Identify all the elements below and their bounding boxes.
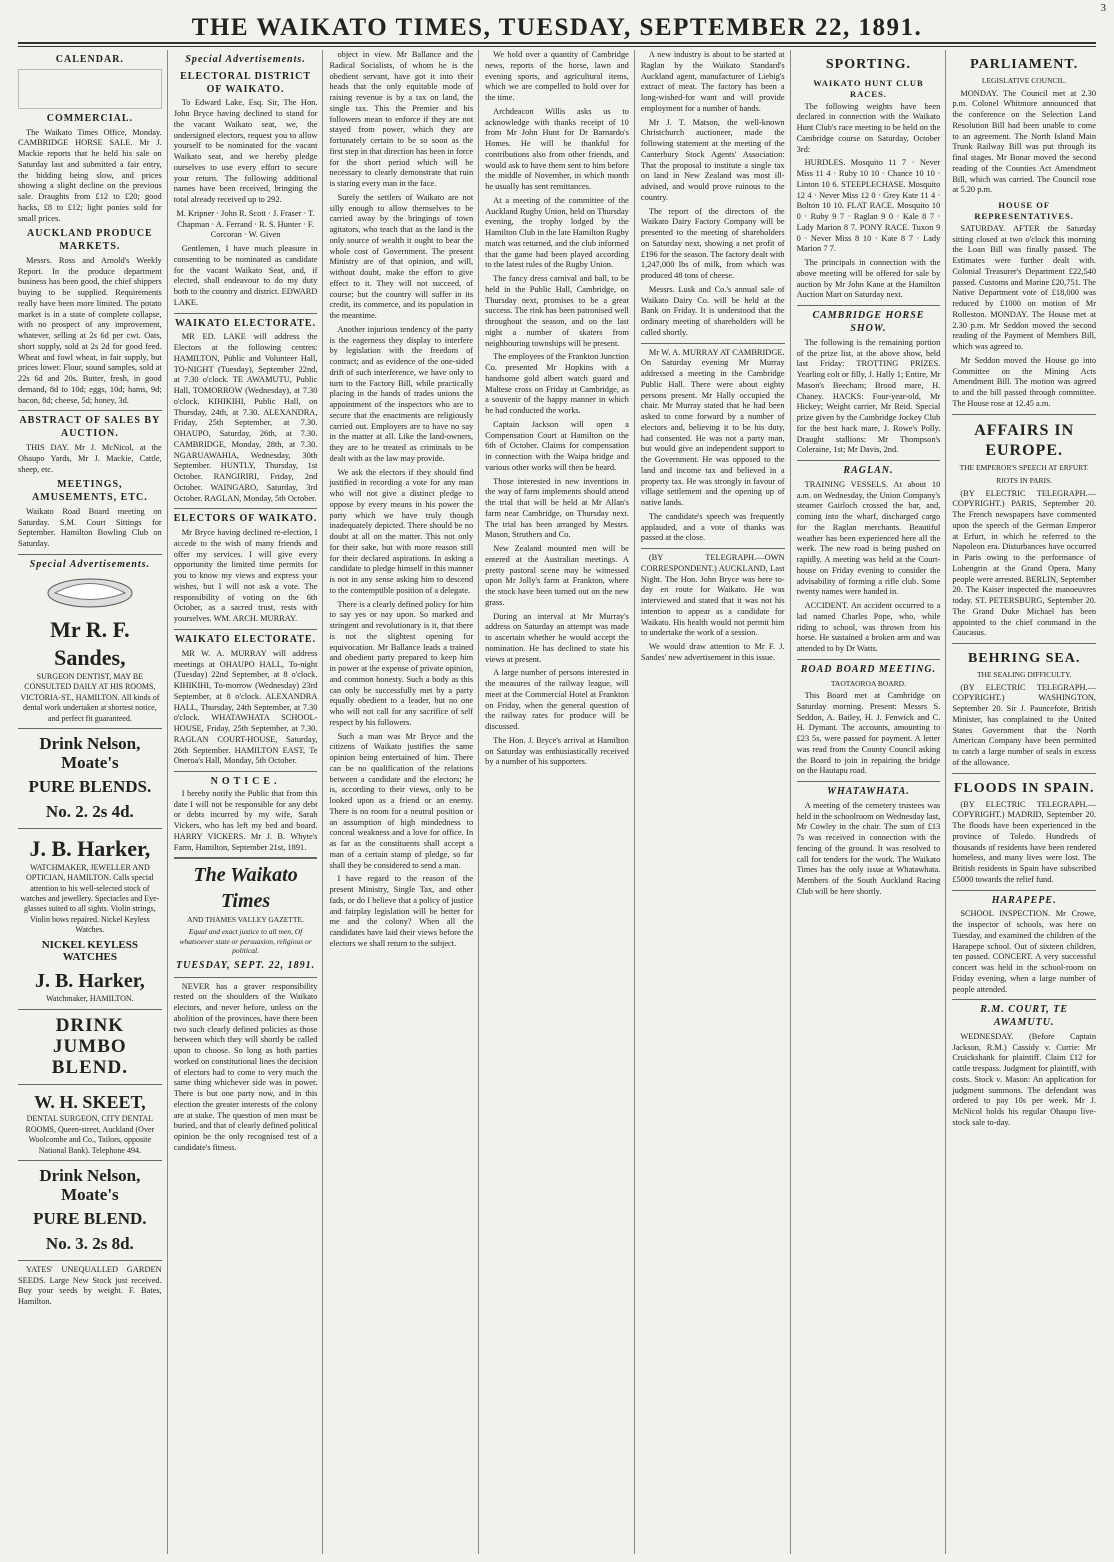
horse-show-text: The following is the remaining portion of the prize list, at the above show, held last Friday: TROTTING PRIZES. Yearling colt or filly, J. Hally 1; Entire, Mr Mason's Beecham; Brood mare, H. Chaney. HACKS: Four-year-old, Mr Hickey; Weight carrier, Mr Reid. Special prize given by the Cambridge Jockey Club for the best hack mare, J. Rowe's Polly. Draught stallions: Mr Thompson's Coleraine, 1st; Mr Davis, 2nd. bbox=[796, 337, 941, 455]
house-text-2: Mr Seddon moved the House go into Committee on the Mining Acts Amendment Bill. The motion was agreed to and the bill passed through committee. The House rose at 12.45 a.m. bbox=[952, 355, 1097, 408]
whatawhata-heading: WHATAWHATA. bbox=[827, 786, 910, 798]
harker-ad-sub-2: Watchmaker, HAMILTON. bbox=[46, 994, 134, 1004]
col5-para-h: We would draw attention to Mr F. J. Sandes' new advertisement in this issue. bbox=[640, 642, 785, 662]
col4-para-d: The fancy dress carnival and ball, to be held in the Public Hall, Cambridge, on Thursday next, promises to be a great success. The rink has been patronised well throughout the season, and on the last night a number of skaters from neighbouring townships will be present. bbox=[485, 274, 629, 348]
harker-ad-name-2: J. B. Harker, bbox=[34, 969, 145, 992]
elect2-text: MR ED. LAKE will address the Electors at the following centres: HAMILTON, Public and Volunteer Hall, TO-NIGHT (Tuesday), September 22nd, at 7.30 o'clock. TE AWAMUTU, Public Hall, TOMORROW (Wednesday), at 7.30 o'clock. KIHIKIHI, Public Hall, on Thursday, 24th, at 7.30. ALEXANDRA, Friday, 25th September, at 7.30. OHAUPO, Saturday, 26th, at 7.30. CAMBRIDGE, Monday, 28th, at 7.30. NGARUAWAHIA, Wednesday, 30th September. HUNTLY, Thursday, 1st October. RANGIRIRI, Friday, 2nd October. WAINGARO, Saturday, 3rd October. RAGLAN, Monday, 5th October. bbox=[173, 332, 318, 503]
house-text: SATURDAY. AFTER the Saturday sitting closed at two o'clock this morning the Loan Bill was finally passed. The Estimates were further dealt with. Colonial Treasurer's Department £22,540 passed. Customs and Marine £20,751. The Native Department vote of £18,000 was reduced by £1000 on motion of Mr Rolleston. MONDAY. The House met at 2.30 p.m. Mr Seddon moved the second reading of the Payment of Members Bill, which was agreed to. bbox=[952, 223, 1097, 351]
road-board-text: This Board met at Cambridge on Saturday morning. Present: Messrs S. Seddon, A. Bailey, H. J. Fenwick and C. H. Dymant. The accounts, amounting to £23 5s, were passed for payment. A letter was read from the County Council asking the Board to join in repairing the bridge on the Hautapu road. bbox=[796, 691, 941, 776]
raglan-text-2: ACCIDENT. An accident occurred to a lad named Charles Pope, who, while riding to school, was thrown from his horse. He sustained a broken arm and was attended to by Dr Watts. bbox=[796, 601, 941, 654]
sandes-ad-text: SURGEON DENTIST, MAY BE CONSULTED DAILY AT HIS ROOMS, VICTORIA-ST., HAMILTON. All kinds of dental work undertaken at shortest notice, and perfect fit guaranteed. bbox=[20, 671, 160, 723]
produce-text: Messrs. Ross and Arnold's Weekly Report. In the produce department business has been good, the chief shippers buying to be supplied. Requirements really have been more limited. The potato market is in a state of complete collapse, with no prospect of any improvement, whatever, selling at 2s 6d per cwt. Oats, short supply, sold at 2s 2d for good feed. Wheat and fowl wheat, in fair supply, but prices lower. Flour, sound samples, sold at 22s 6d and 20s. Butter, fresh, in good demand, 8d to 10d; eggs, 10d; hams, 9d; bacon, 8d; cheese, 5d; honey, 3d. bbox=[18, 255, 162, 405]
nelson-moate-ad-line2: PURE BLENDS. bbox=[28, 777, 152, 797]
column-5 bbox=[641, 50, 791, 1554]
col5-para-b: Mr J. T. Matson, the well-known Christchurch auctioneer, made the following statement at the meeting of the Canterbury Stock Agents' Association: That the proposal to institute a single tax on land in New Zealand was most ill-advised, and would prove ruinous to the country. bbox=[640, 117, 785, 202]
europe-subheading: THE EMPEROR'S SPEECH AT ERFURT. bbox=[959, 463, 1089, 473]
column-6 bbox=[797, 50, 947, 1554]
paper-motto: Equal and exact justice to all men, Of whatsoever state or persuasion, religious or political. bbox=[179, 927, 312, 956]
col5-para-a: A new industry is about to be started at Raglan by the Waikato Standard's Auckland agent, manufacturer of Liebig's extract of meat. The factory has been a long-wished-for want and will provide employment for a number of hands. bbox=[640, 50, 785, 113]
col4-para-i: During an interval at Mr Murray's address on Saturday an attempt was made to ascertain whether he would accept the nomination. He has declined to state his views at present. bbox=[485, 611, 629, 664]
ads-title: Special Advertisements. bbox=[29, 558, 151, 570]
elect1-title: ELECTORAL DISTRICT OF WAIKATO. bbox=[180, 70, 312, 95]
col4-para-h: New Zealand mounted men will be entered at the Australian meetings. A pretty pastoral scene may be witnessed upon Mr Jolly's farm at Frankton, where the stock have been turned out on the new grass. bbox=[485, 544, 629, 607]
meetings-title: MEETINGS, AMUSEMENTS, ETC. bbox=[31, 479, 148, 504]
leader-text: NEVER has a graver responsibility rested on the shoulders of the Waikato electors, and never before, unless on the abolition of the provinces, have there been two such clearly defined policies as those between which they will shortly be called upon to choose. So long as both parties worked on constitutional lines the decision of electors had to come to very much the same thing whichever side was in power. There is but one party now, and in this election the greater interests of the colony are at stake. The question of men must be buried, and that of clearly defined political opinion be the only recognised test of a candidate's fitness. bbox=[173, 981, 318, 1152]
nelson-moate-ad-line1: Drink Nelson, Moate's bbox=[39, 733, 141, 772]
bering-subheading: THE SEALING DIFFICULTY. bbox=[976, 670, 1072, 680]
nelson-moate-ad2-line1: Drink Nelson, Moate's bbox=[39, 1166, 141, 1204]
notice-text: I hereby notify the Public that from this date I will not be responsible for any debt or debts incurred by my wife, Sarah Vickers, who has left my bed and board. HARRY VICKERS. Mr J. B. Whyte's Farm, Hamilton, September 21st, 1891. bbox=[173, 788, 318, 852]
tooth-illustration-icon bbox=[45, 576, 135, 610]
harker-watches: NICKEL KEYLESS WATCHES bbox=[41, 938, 138, 963]
col3-para-g: I have regard to the reason of the present Ministry, Single Tax, and other fads, or do I believe that a policy of justice and fairplay legislation will be better for me and the colony? When all the candidates have laid their views before the electors we shall return to the subject. bbox=[329, 874, 474, 948]
hunt-club-heading: WAIKATO HUNT CLUB RACES. bbox=[813, 77, 924, 99]
col5-para-f: The candidate's speech was frequently applauded, and a vote of thanks was passed at the close. bbox=[640, 511, 785, 543]
hunt-club-weights: HURDLES. Mosquito 11 7 · Never Miss 11 4 · Ruby 10 10 · Chance 10 10 · Linton 10 6. STEEPLECHASE. Mosquito 12 4 · Never Miss 12 0 · Grey Kate 11 4 · Bolton 10 10. FLAT RACE. Mosquito 10 0 · Ruby 9 7 · Raglan 9 0 · Kale 8 7 · Lady Marion 8 7. PONY RACE. Tuxon 9 0 · Never Miss 8 10 · Kate 8 7 · Lady Marion 7 7. bbox=[796, 158, 941, 254]
col5-para-e: Mr W. A. MURRAY AT CAMBRIDGE. On Saturday evening Mr Murray addressed a meeting in the Cambridge Public Hall. There were about eighty persons present. Mr Hally occupied the chair. Mr Murray stated that he had been asked to come forward by a number of electors and, believing it to be his duty, had consented. He was not a party man, but would give an independent support to the Government. He was opposed to the land and income tax and believed in a property tax. He was strongly in favour of village settlement and the opening up of native lands. bbox=[640, 347, 785, 507]
col4-para-j: A large number of persons interested in the measures of the railway league, will meet at the Commercial Hotel at Frankton on Friday, when the general question of the railway rates for produce will be discussed. bbox=[485, 668, 629, 731]
bering-text: (BY ELECTRIC TELEGRAPH.—COPYRIGHT.) WASHINGTON, September 20. Sir J. Pauncefote, British Minister, has complained to the United States Government that the North American Company have been permitted to catch a large number of seals in excess of the allowance. bbox=[952, 682, 1097, 767]
col3-para-b: Surely the settlers of Waikato are not silly enough to allow themselves to be carried away by the bringings of town agitators, who teach that as the land is the only source of wealth it ought to bear the whole cost of Government. The present Ministry are of that opinion, and will, without doubt, make the effort to give effect to it. They will not succeed, of course; but the country will suffer in its credit, its commerce, and its population in the meantime. bbox=[329, 192, 474, 320]
column-2 bbox=[174, 50, 324, 1554]
col4-para-e: The employees of the Frankton Junction Co. presented Mr Hopkins with a handsome gold albert watch guard and Maltese cross on Friday at Cambridge, as a souvenir of the happy manner in which he had conducted the works. bbox=[485, 352, 629, 415]
harker-ad-name: J. B. Harker, bbox=[29, 835, 151, 861]
masthead-rule bbox=[18, 42, 1096, 44]
elect1-text: To Edward Lake, Esq. Sir, The Hon. John Bryce having declined to stand for the vacant Waikato seat, we, the undersigned electors, request you to allow yourself to be nominated for the vacant Waikato seat, and we hereby pledge ourselves to use every effort to secure your return. The following additional names have been received, bringing the total already received up to 292. bbox=[173, 98, 318, 205]
harapepe-heading: HARAPEPE. bbox=[991, 894, 1057, 906]
legislative-council-heading: LEGISLATIVE COUNCIL. bbox=[981, 75, 1067, 85]
raglan-text: TRAINING VESSELS. At about 10 a.m. on Wednesday, the Union Company's steamer Gairloch crossed the bar, and, coming into the wharf, discharged cargo for the Raglan merchants. Beautiful weather has been experienced here all the week. The new road is being pushed on rapidly. A meeting was held at the Court-house on Friday evening to consider the advisability of forming a rifle club. Some twenty names were handed in. bbox=[796, 479, 941, 597]
court-heading: R.M. COURT, TE AWAMUTU. bbox=[980, 1004, 1069, 1029]
hunt-club-note: The principals in connection with the above meeting will be offered for sale by auction by Mr John Kane at the Hamilton Auction Mart on Saturday next. bbox=[796, 258, 941, 300]
floods-text: (BY ELECTRIC TELEGRAPH.—COPYRIGHT.) MADRID, September 20. The floods have been experienced in the province of Toledo. Hundreds of thousands of residents have been rendered homeless, and many lives were lost. The British residents in Spain have subscribed £5000 towards the relief fund. bbox=[952, 799, 1097, 884]
europe-heading: AFFAIRS IN EUROPE. bbox=[974, 421, 1075, 459]
abstract-text: THIS DAY. Mr J. McNicol, at the Ohaupo Yards, Mr J. Mackie, Cattle, sheep, etc. bbox=[18, 443, 162, 474]
col5-para-d: Messrs. Lusk and Co.'s annual sale of Waikato Dairy Co. will be held at the Bank on Friday. It is understood that the ordinary meeting of shareholders will be called shortly. bbox=[640, 284, 785, 337]
col3-para-e: There is a clearly defined policy for him to say yes or nay upon. So marked and stringent and revolutionary is it, that there is not the slightest opening for equivocation. Mr Ballance leads a trained and obedient party prepared to keep him in power at the expense of private opinion, and common honesty. Such a body as this can only be successfully met by a party equally obedient to a leader, but no one who will not call for any sacrifice of self respect by his followers. bbox=[329, 599, 474, 727]
paper-title: The Waikato Times bbox=[193, 864, 298, 912]
col3-para-f: Such a man was Mr Bryce and the citizens of Waikato justifies the same opinion being entertained of him. There can be no qualification of the relations between a candidate and the electors; he is, according to their views, only to be looked upon as a friend or an enemy. There is no room for a neutral position or an assumption of high mindedness to conceal weakness and a love for office. In as far as the constituents shall accept a man of a certain stamp of pledge, so far shall they be considered to send a man. bbox=[329, 731, 474, 870]
court-text: WEDNESDAY. (Before Captain Jackson, R.M.) Cassidy v. Currie: Mr Cruickshank for plaintiff. Claim £12 for cattle trespass. Judgment for plaintiff, with costs. Stock v. Mason: An application for judgment summons. The defendant was ordered to pay 10s per week. Mr J. McNicol holds his regular Ohaupo live-stock sale to-day. bbox=[952, 1031, 1097, 1127]
col4-para-b: Archdeacon Willis asks us to acknowledge with thanks receipt of 10 from Mr John Hunt for Dr Barnardo's Homes. He will be thankful for contributions also from other friends, and would ask to have them sent to him before the middle of November, in which month he usually has sent remittances. bbox=[485, 106, 629, 191]
bering-heading: BEHRING SEA. bbox=[967, 651, 1081, 667]
floods-heading: FLOODS IN SPAIN. bbox=[953, 780, 1095, 796]
parliament-heading: PARLIAMENT. bbox=[970, 57, 1079, 72]
horse-show-heading: CAMBRIDGE HORSE SHOW. bbox=[812, 310, 925, 334]
col3-para-d: We ask the electors if they should find justified in recording a vote for any man who will not give a distinct pledge to oppose by every means in his power the party which we have truly though inadequately depicted. There should be no doubt at all on the matter. This not only for their sake, but with more reason still for their declared aspirations. In asking a candidate to pledge himself in this manner is not in any sense asking him to descend to the contemptible position of a delegate. bbox=[329, 467, 474, 595]
nelson-moate-ad2-line2: PURE BLEND. bbox=[33, 1209, 147, 1229]
col4-para-a: We hold over a quantity of Cambridge news, reports of the horse, lawn and evening sports, and agricultural items, which we are compelled to hold over for the time. bbox=[485, 50, 629, 102]
col4-para-c: At a meeting of the committee of the Auckland Rugby Union, held on Thursday evening, the trophy lodged by the Hamilton Club in the late Hamilton Rugby match was returned, and the club informed that the game had been played according to the latest rules of the Rugby Union. bbox=[485, 195, 629, 270]
masthead: THE WAIKATO TIMES, TUESDAY, SEPTEMBER 22, 1891. bbox=[191, 14, 923, 41]
col4-para-f: Captain Jackson will open a Compensation Court at Hamilton on the 6th of October. Claims for compensation in connection with the Waipa bridge and various other works will then be heard. bbox=[485, 419, 629, 472]
notice-title: NOTICE. bbox=[210, 776, 281, 788]
col3-para-a: object in view. Mr Ballance and the Radical Socialists, of whom he is the obedient servant, have got it into their heads that the only equitable mode of raising revenue is by a tax on land, the single tax. This the Premier and his followers mean to enforce if they are not stayed from power, which they are fortunately certain to be so soon as the first step in that direction has been in force for the short period which will be necessary to clearly demonstrate that ruin is staring every man in the face. bbox=[329, 50, 474, 188]
commercial-title: COMMERCIAL. bbox=[46, 112, 133, 124]
nelson-moate-ad2-line3: No. 3. 2s 8d. bbox=[45, 1234, 134, 1254]
sporting-heading: SPORTING. bbox=[825, 57, 912, 72]
elect3-title: ELECTORS OF WAIKATO. bbox=[173, 513, 318, 525]
raglan-heading: RAGLAN. bbox=[843, 465, 894, 476]
page-number: 3 bbox=[1100, 2, 1106, 14]
ads-title-2: Special Advertisements. bbox=[185, 54, 306, 65]
hunt-club-text: The following weights have been declared in connection with the Waikato Hunt Club's race meeting to be held on the Cambridge course on Saturday, October 3rd: bbox=[796, 101, 941, 154]
whatawhata-text: A meeting of the cemetery trustees was held in the schoolroom on Wednesday last, Mr Cowley in the chair. The sum of £13 7s was received in connection with the fencing of the ground. It was resolved to call for tenders for the work. The Waikato Times has the only issue at Whatawhata. Members of the South Auckland Racing Club will be here shortly. bbox=[796, 800, 941, 896]
house-heading: HOUSE OF REPRESENTATIVES. bbox=[974, 200, 1074, 221]
col4-para-g: Those interested in new inventions in the way of farm implements should attend the trial that will be held at Mr Allan's farm near Cambridge, on Thursday next. The trial has been arranged by Messrs. Mason, Struthers and Co. bbox=[485, 476, 629, 540]
road-board-heading: ROAD BOARD MEETING. bbox=[800, 663, 937, 675]
col4-para-k: The Hon. J. Bryce's arrival at Hamilton on Saturday was enthusiastically received by a number of his supporters. bbox=[485, 735, 629, 767]
col3-para-c: Another injurious tendency of the party is the eagerness they display to interfere by legislation with the freedom of contract; and as evidence of the one-sided drift of such interference, we have only to turn to the Factory Bill, while practically placing in the hands of trades unions the appointment of the inspectors who are to secure that the enactments are religiously carried out. Employers are to have no say in the matter at all. Like the land-owners, they are to be treated as criminals to be dealt with as the law may provide. bbox=[329, 324, 474, 463]
meetings-text: Waikato Road Board meeting on Saturday. S.M. Court Sittings for September. Hamilton Bowling Club on Saturday. bbox=[18, 506, 162, 549]
sandes-ad-name: Mr R. F. Sandes, bbox=[50, 616, 130, 670]
paper-subtitle: AND THAMES VALLEY GAZETTE. bbox=[187, 914, 304, 924]
riots-subheading: RIOTS IN PARIS. bbox=[996, 476, 1053, 486]
produce-title: AUCKLAND PRODUCE MARKETS. bbox=[26, 228, 153, 253]
harker-ad-text: WATCHMAKER, JEWELLER AND OPTICIAN, HAMILTON. Calls special attention to his well-selected stock of watches and jewellery. Spectacles and Eye-glasses suited to all sights. Violin strings, Violin bows repaired. Nickel Keyless Watches. bbox=[20, 862, 160, 935]
issue-date: TUESDAY, SEPT. 22, 1891. bbox=[176, 959, 316, 971]
elect2-title: WAIKATO ELECTORATE. bbox=[175, 317, 317, 329]
nelson-moate-ad-line3: No. 2. 2s 4d. bbox=[45, 802, 134, 821]
elect1-names: M. Kripner · John R. Scott · J. Fraser · T. Chapman · A. Ferrand · R. S. Hunter · F. Corcoran · W. Given bbox=[176, 208, 315, 240]
road-board-subheading: TAOTAOROA BOARD. bbox=[830, 678, 906, 688]
elect4-title: WAIKATO ELECTORATE. bbox=[175, 633, 317, 645]
skeet-ad-name: W. H. SKEET, bbox=[34, 1092, 146, 1113]
column-1 bbox=[18, 50, 168, 1554]
skeet-ad-text: DENTAL SURGEON, CITY DENTAL ROOMS, Queen-street, Auckland (Over Woolcombe and Co., Tailors, opposite National Bank). Telephone 494. bbox=[25, 1114, 155, 1155]
europe-text: (BY ELECTRIC TELEGRAPH.—COPYRIGHT.) PARIS, September 20. The French newspapers have commented upon the speech of the German Emperor at Erfurt, in which he referred to the Napoleon era. Disturbances have occurred in Paris owing to the performance of Lohengrin at the Grand Opera. Many people were arrested. BERLIN, September 20. The Kaiser inspected the manoeuvres today. ST. PETERSBURG, September 20. The Grand Duke Michael has been appointed to the chief command in the Caucasus. bbox=[952, 488, 1097, 638]
yates-seeds-ad: YATES' UNEQUALLED GARDEN SEEDS. Large New Stock just received. Buy your seeds by weight. F. Bates, Hamilton. bbox=[18, 1264, 162, 1307]
columns bbox=[18, 50, 1096, 1554]
commercial-text: The Waikato Times Office, Monday. CAMBRIDGE HORSE SALE. Mr J. Mackie reports that he held his sale on Saturday last and submitted a fair entry, the bidding being slow, and prices showing a slight decline on the previous sale. Draughts from £12 to £20; good hacks, £8 to £12; light ponies sold for small prices. bbox=[18, 127, 162, 223]
column-3 bbox=[329, 50, 479, 1554]
elect1-reply: Gentlemen, I have much pleasure in consenting to be nominated as candidate for the vacant Waikato Seat, and, if elected, shall endeavour to do my duty both to the country and district. EDWARD LAKE. bbox=[173, 244, 318, 307]
col5-para-g: (BY TELEGRAPH.—OWN CORRESPONDENT.) AUCKLAND, Last Night. The Hon. John Bryce was here to-day en route for Waikato. He was interviewed and stated that it was not his intention to appear as a candidate for Waikato. His health would not permit him to undertake the work of a session. bbox=[640, 553, 785, 638]
col5-para-c: The report of the directors of the Waikato Dairy Factory Company will be presented to the meeting of shareholders on Saturday next, showing a net profit of £196 for the season. The factory dealt with 1,247,000 lbs of milk, from which was produced 48 tons of cheese. bbox=[640, 206, 785, 280]
column-4 bbox=[485, 50, 635, 1554]
legislative-council-text: MONDAY. The Council met at 2.30 p.m. Colonel Whitmore announced that the conference on the Selection Land Resolution Bill had been unable to come to an agreement. The North Island Main Trunk Railway Bill was put through its final stages. Mr Bonar moved the second reading of the Counties Act Amendment Bill, which was carried. The Council rose at 5.20 p.m. bbox=[952, 88, 1097, 195]
column-7 bbox=[952, 50, 1096, 1554]
elect3-text: Mr Bryce having declined re-election, I accede to the wish of many friends and offer my services. I will give every opportunity the limited time permits for you to know my views and express your wishes, but I will not ask a vote. The responsibility of voting on the 6th October, as a sacred trust, rests with yourselves. WM. ARCH. MURRAY. bbox=[173, 528, 318, 624]
elect4-text: MR W. A. MURRAY will address meetings at OHAUPO HALL, To-night (Tuesday) 22nd September, at 8 o'clock. KIHIKIHI, To-morrow (Wednesday) 23rd September, at 8 o'clock. ALEXANDRA HALL, Thursday, 24th September, at 7.30 o'clock. WHATAWHATA SCHOOL-HOUSE, Friday, 25th September, at 7.30. RAGLAN COURT-HOUSE, Saturday, 26th September. HAMILTON EAST, Te Oneroa's Hall, Monday, 5th October. bbox=[173, 648, 318, 766]
harapepe-text: SCHOOL INSPECTION. Mr Crowe, the inspector of schools, was here on Tuesday, and examined the children of the Harapepe school. Out of sixteen children, ten passed. CONCERT. A very successful concert was held in the school-room on Friday evening, when a large number of people attended. bbox=[952, 909, 1097, 994]
masthead-rule-thin bbox=[18, 46, 1096, 47]
calendar-table bbox=[18, 69, 162, 109]
calendar-title: CALENDAR. bbox=[55, 54, 124, 65]
jumbo-blend-ad: DRINK JUMBO BLEND. bbox=[51, 1014, 128, 1078]
abstract-title: ABSTRACT OF SALES BY AUCTION. bbox=[19, 415, 161, 440]
